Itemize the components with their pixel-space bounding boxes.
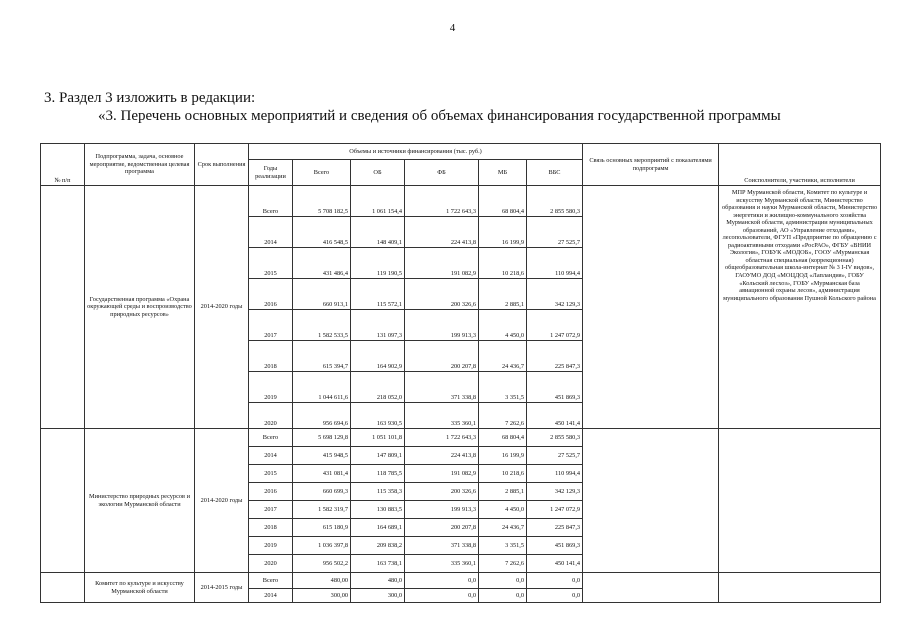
mb-cell: 68 804,4 (479, 186, 527, 217)
vbs-cell: 110 994,4 (527, 465, 583, 483)
fb-cell: 200 207,8 (405, 341, 479, 372)
ob-cell: 480,0 (351, 573, 405, 589)
header-funding: Объемы и источники финансирования (тыс. руб.) (249, 144, 583, 160)
table-row (41, 429, 881, 447)
mb-cell: 10 218,6 (479, 465, 527, 483)
term-cell: 2014-2020 годы (195, 186, 249, 429)
vbs-cell: 225 847,3 (527, 341, 583, 372)
fb-cell: 199 913,3 (405, 310, 479, 341)
mb-cell: 16 199,9 (479, 447, 527, 465)
ob-cell: 1 061 154,4 (351, 186, 405, 217)
ob-cell: 115 572,1 (351, 279, 405, 310)
total-cell: 615 394,7 (293, 341, 351, 372)
fb-cell: 0,0 (405, 589, 479, 603)
total-cell: 1 036 397,8 (293, 537, 351, 555)
mb-cell: 4 450,0 (479, 501, 527, 519)
year-cell: 2016 (249, 483, 293, 501)
ob-cell: 163 930,5 (351, 403, 405, 429)
vbs-cell: 2 855 580,3 (527, 186, 583, 217)
vbs-cell: 450 141,4 (527, 403, 583, 429)
mb-cell: 2 885,1 (479, 279, 527, 310)
ob-cell: 118 785,5 (351, 465, 405, 483)
fb-cell: 199 913,3 (405, 501, 479, 519)
year-cell: 2017 (249, 501, 293, 519)
year-cell: 2020 (249, 555, 293, 573)
mb-cell: 2 885,1 (479, 483, 527, 501)
ob-cell: 119 190,5 (351, 248, 405, 279)
header-term: Срок выполнения (195, 144, 249, 186)
vbs-cell: 451 869,3 (527, 372, 583, 403)
total-cell: 660 699,3 (293, 483, 351, 501)
link-cell (583, 429, 719, 573)
total-cell: 5 698 129,8 (293, 429, 351, 447)
header-subprogram: Подпрограмма, задача, основное мероприятие, ведомственная целевая программа (85, 144, 195, 186)
year-cell: Всего (249, 429, 293, 447)
vbs-cell: 110 994,4 (527, 248, 583, 279)
fb-cell: 191 082,9 (405, 248, 479, 279)
table-row (41, 573, 881, 589)
vbs-cell: 451 869,3 (527, 537, 583, 555)
fb-cell: 0,0 (405, 573, 479, 589)
year-cell: 2014 (249, 447, 293, 465)
section-title: «3. Перечень основных мероприятий и сведения об объемах финансирования государственной программы (98, 108, 781, 124)
term-cell: 2014-2020 годы (195, 429, 249, 573)
header-total: Всего (293, 160, 351, 186)
ob-cell: 147 809,1 (351, 447, 405, 465)
fb-cell: 200 326,6 (405, 279, 479, 310)
total-cell: 1 582 533,5 (293, 310, 351, 341)
ob-cell: 131 097,3 (351, 310, 405, 341)
fb-cell: 224 413,8 (405, 217, 479, 248)
term-cell: 2014-2015 годы (195, 573, 249, 603)
mb-cell: 16 199,9 (479, 217, 527, 248)
executors-cell: МПР Мурманской области, Комитет по культуре и искусству Мурманской области, Министерство образования и науки Мурманской области, Министерство энергетики и жилищно-коммунального хозяйства Мурманской области, администрации муниципальных образований, АО «Управление отходами», лесопользователи, ФГУП «Предприятие по обращению с радиоактивными отходами «РосРАО», ФГБУ «ВНИИ Экология», ГОБУК «МОДОБ», ГООУ «Мурманская областная специальная (коррекционная) общеобразовательная школа-интернат № 3 I-IV видов», ГАОУМО ДОД «МОЦДОД «Лапландия», ГОБУ «Кольский лесхоз», ГОБУ «Мурманская база авиационной охраны лесов», администрация муниципального образования Пушной Кольского района (719, 186, 881, 429)
header-vbs: ВБС (527, 160, 583, 186)
total-cell: 431 486,4 (293, 248, 351, 279)
fb-cell: 371 338,8 (405, 372, 479, 403)
year-cell: 2016 (249, 279, 293, 310)
total-cell: 660 913,1 (293, 279, 351, 310)
row-num-cell (41, 186, 85, 429)
fb-cell: 335 360,1 (405, 403, 479, 429)
mb-cell: 10 218,6 (479, 248, 527, 279)
link-cell (583, 186, 719, 429)
header-num: № п/п (41, 144, 85, 186)
vbs-cell: 27 525,7 (527, 447, 583, 465)
ob-cell: 1 051 101,8 (351, 429, 405, 447)
ob-cell: 130 883,5 (351, 501, 405, 519)
subprogram-name: Государственная программа «Охрана окружающей среды и воспроизводство природных ресурсов» (85, 186, 195, 429)
total-cell: 300,00 (293, 589, 351, 603)
ob-cell: 209 838,2 (351, 537, 405, 555)
table-row (41, 186, 881, 217)
header-fb: ФБ (405, 160, 479, 186)
ob-cell: 300,0 (351, 589, 405, 603)
vbs-cell: 450 141,4 (527, 555, 583, 573)
total-cell: 431 081,4 (293, 465, 351, 483)
ob-cell: 163 738,1 (351, 555, 405, 573)
vbs-cell: 0,0 (527, 589, 583, 603)
subprogram-name: Комитет по культуре и искусству Мурманской области (85, 573, 195, 603)
vbs-cell: 342 129,3 (527, 279, 583, 310)
fb-cell: 200 326,6 (405, 483, 479, 501)
fb-cell: 200 207,8 (405, 519, 479, 537)
total-cell: 480,00 (293, 573, 351, 589)
year-cell: 2018 (249, 341, 293, 372)
row-num-cell (41, 429, 85, 573)
mb-cell: 7 262,6 (479, 555, 527, 573)
year-cell: 2014 (249, 589, 293, 603)
vbs-cell: 0,0 (527, 573, 583, 589)
vbs-cell: 1 247 072,9 (527, 501, 583, 519)
fb-cell: 1 722 643,3 (405, 186, 479, 217)
vbs-cell: 1 247 072,9 (527, 310, 583, 341)
year-cell: 2017 (249, 310, 293, 341)
header-mb: МБ (479, 160, 527, 186)
link-cell (583, 573, 719, 603)
total-cell: 5 708 182,5 (293, 186, 351, 217)
mb-cell: 3 351,5 (479, 537, 527, 555)
total-cell: 1 044 611,6 (293, 372, 351, 403)
ob-cell: 115 358,3 (351, 483, 405, 501)
mb-cell: 0,0 (479, 589, 527, 603)
executors-cell (719, 429, 881, 573)
section-heading: 3. Раздел 3 изложить в редакции: (44, 90, 256, 106)
year-cell: 2019 (249, 537, 293, 555)
ob-cell: 164 689,1 (351, 519, 405, 537)
fb-cell: 1 722 643,3 (405, 429, 479, 447)
year-cell: 2020 (249, 403, 293, 429)
year-cell: 2018 (249, 519, 293, 537)
total-cell: 956 502,2 (293, 555, 351, 573)
page-number: 4 (449, 22, 456, 34)
mb-cell: 68 804,4 (479, 429, 527, 447)
mb-cell: 7 262,6 (479, 403, 527, 429)
mb-cell: 3 351,5 (479, 372, 527, 403)
mb-cell: 24 436,7 (479, 341, 527, 372)
vbs-cell: 342 129,3 (527, 483, 583, 501)
total-cell: 1 582 319,7 (293, 501, 351, 519)
year-cell: 2014 (249, 217, 293, 248)
vbs-cell: 225 847,3 (527, 519, 583, 537)
subprogram-name: Министерство природных ресурсов и экологии Мурманской области (85, 429, 195, 573)
year-cell: Всего (249, 186, 293, 217)
fb-cell: 191 082,9 (405, 465, 479, 483)
year-cell: 2015 (249, 465, 293, 483)
mb-cell: 4 450,0 (479, 310, 527, 341)
financing-table (40, 143, 881, 603)
fb-cell: 371 338,8 (405, 537, 479, 555)
ob-cell: 164 902,9 (351, 341, 405, 372)
total-cell: 415 948,5 (293, 447, 351, 465)
year-cell: Всего (249, 573, 293, 589)
ob-cell: 218 052,0 (351, 372, 405, 403)
header-executors: Соисполнители, участники, исполнители (719, 144, 881, 186)
vbs-cell: 27 525,7 (527, 217, 583, 248)
fb-cell: 335 360,1 (405, 555, 479, 573)
vbs-cell: 2 855 580,3 (527, 429, 583, 447)
year-cell: 2019 (249, 372, 293, 403)
total-cell: 416 548,5 (293, 217, 351, 248)
header-ob: ОБ (351, 160, 405, 186)
row-num-cell (41, 573, 85, 603)
header-years: Годы реализации (249, 160, 293, 186)
total-cell: 615 180,9 (293, 519, 351, 537)
total-cell: 956 694,6 (293, 403, 351, 429)
year-cell: 2015 (249, 248, 293, 279)
fb-cell: 224 413,8 (405, 447, 479, 465)
mb-cell: 24 436,7 (479, 519, 527, 537)
header-link: Связь основных мероприятий с показателями подпрограмм (583, 144, 719, 186)
executors-cell (719, 573, 881, 603)
ob-cell: 148 409,1 (351, 217, 405, 248)
mb-cell: 0,0 (479, 573, 527, 589)
